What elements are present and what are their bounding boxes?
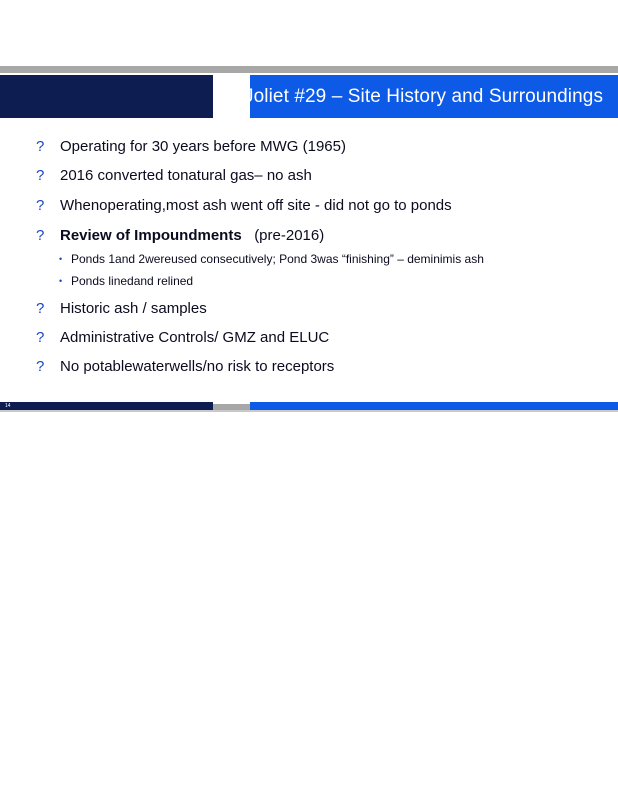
bullet-marker-icon: ? xyxy=(36,329,45,346)
sub-bullet-text: Ponds 1and 2wereused consecutively; Pond 3was “finishing” – deminimis ash xyxy=(71,252,484,266)
sub-bullet-dot-icon: • xyxy=(59,276,63,286)
footer-navy-bar xyxy=(0,402,213,410)
bullet-suffix-text: (pre-2016) xyxy=(241,227,325,244)
page-number: 14 xyxy=(5,403,11,409)
bullet-marker-icon: ? xyxy=(36,358,45,375)
slide-title: Joliet #29 – Site History and Surroundings xyxy=(244,86,604,107)
title-navy-block xyxy=(0,75,213,118)
bullet-text: Administrative Controls/ GMZ and ELUC xyxy=(60,329,330,346)
bullet-marker-icon: ? xyxy=(36,300,45,317)
bullet-marker-icon: ? xyxy=(36,197,45,214)
bullet-text: Whenoperating,most ash went off site - did not go to ponds xyxy=(60,197,452,214)
bullet-text: Operating for 30 years before MWG (1965) xyxy=(60,138,346,155)
bullet-text xyxy=(60,227,324,244)
footer-divider xyxy=(0,410,618,412)
bullet-marker-icon: ? xyxy=(36,167,45,184)
bullet-bold-text: Review of Impoundments xyxy=(60,227,242,244)
bullet-text: No potablewaterwells/no risk to receptors xyxy=(60,358,335,375)
sub-bullet-dot-icon: • xyxy=(59,254,63,264)
sub-bullet-text: Ponds linedand relined xyxy=(71,274,194,288)
footer-blue-bar xyxy=(250,402,618,410)
bullet-text: 2016 converted tonatural gas– no ash xyxy=(60,167,312,184)
top-gray-bar xyxy=(0,66,618,73)
bullet-marker-icon: ? xyxy=(36,227,45,244)
bullet-text: Historic ash / samples xyxy=(60,300,207,317)
bullet-marker-icon: ? xyxy=(36,138,45,155)
